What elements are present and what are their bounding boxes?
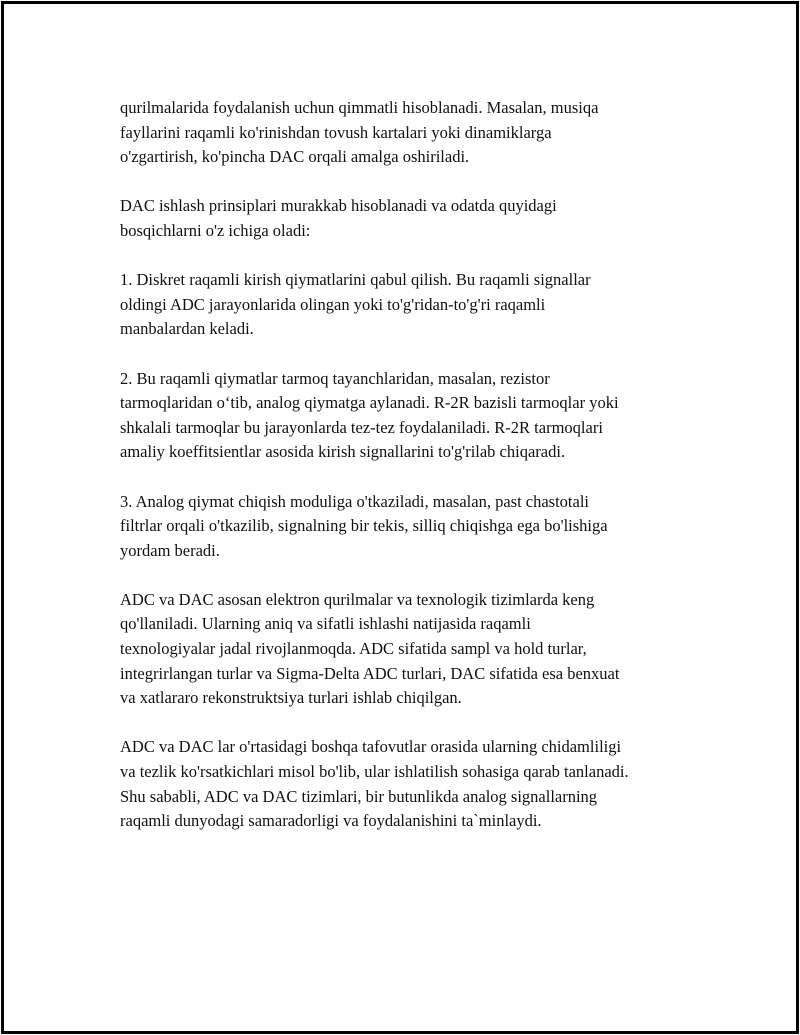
document-page <box>1 1 799 1034</box>
text-line: qurilmalarida foydalanish uchun qimmatli hisoblanadi. Masalan, musiqa <box>120 98 599 117</box>
text-line: shkalali tarmoqlar bu jarayonlarda tez-tez foydalaniladi. R-2R tarmoqlari <box>120 417 603 437</box>
paragraph-adc-dac-applications <box>120 588 690 711</box>
paragraph-step-1 <box>120 268 690 342</box>
text-line: 1. Diskret raqamli kirish qiymatlarini qabul qilish. Bu raqamli signallar <box>120 270 591 290</box>
text-line: texnologiyalar jadal rivojlanmoqda. ADC sifatida sampl va hold turlar, <box>120 639 587 659</box>
text-line: Shu sababli, ADC va DAC tizimlari, bir butunlikda analog signallarning <box>120 786 598 806</box>
text-line: fayllarini raqamli ko'rinishdan tovush kartalari yoki dinamiklarga <box>120 122 552 142</box>
paragraph-step-2 <box>120 367 690 465</box>
text-line: va tezlik ko'rsatkichlari misol bo'lib, ular ishlatilish sohasiga qarab tanlanadi. <box>120 762 629 782</box>
paragraph-step-3 <box>120 490 690 564</box>
text-line: qo'llaniladi. Ularning aniq va sifatli ishlashi natijasida raqamli <box>120 614 531 634</box>
text-line: bosqichlarni o'z ichiga oladi: <box>120 220 311 240</box>
text-line: ADC va DAC lar o'rtasidagi boshqa tafovutlar orasida ularning chidamliligi <box>120 737 622 757</box>
text-line: va xatlararo rekonstruktsiya turlari ishlab chiqilgan. <box>120 688 462 708</box>
text-line: ADC va DAC asosan elektron qurilmalar va texnologik tizimlarda keng <box>120 589 595 609</box>
text-line: 3. Analog qiymat chiqish moduliga o'tkaziladi, masalan, past chastotali <box>120 491 590 511</box>
text-line: manbalardan keladi. <box>120 319 254 339</box>
paragraph-dac-usage <box>120 96 690 170</box>
text-line: DAC ishlash prinsiplari murakkab hisoblanadi va odatda quyidagi <box>120 196 557 216</box>
text-line: o'zgartirish, ko'pincha DAC orqali amalga oshiriladi. <box>120 147 470 167</box>
text-line: filtrlar orqali o'tkazilib, signalning bir tekis, silliq chiqishga ega bo'lishiga <box>120 516 608 536</box>
text-line: 2. Bu raqamli qiymatlar tarmoq tayanchlaridan, masalan, rezistor <box>120 368 550 388</box>
paragraph-dac-principles <box>120 194 690 243</box>
paragraph-adc-dac-differences <box>120 735 690 833</box>
text-line: tarmoqlaridan o‘tib, analog qiymatga aylanadi. R-2R bazisli tarmoqlar yoki <box>120 393 619 413</box>
text-line: amaliy koeffitsientlar asosida kirish signallarini to'g'rilab chiqaradi. <box>120 442 566 462</box>
text-line: integrirlangan turlar va Sigma-Delta ADC turlari, DAC sifatida esa benxuat <box>120 663 620 683</box>
text-line: raqamli dunyodagi samaradorligi va foydalanishini ta`minlaydi. <box>120 811 542 831</box>
document-body <box>120 96 690 858</box>
text-line: oldingi ADC jarayonlarida olingan yoki to'g'ridan-to'g'ri raqamli <box>120 294 546 314</box>
text-line: yordam beradi. <box>120 540 220 560</box>
